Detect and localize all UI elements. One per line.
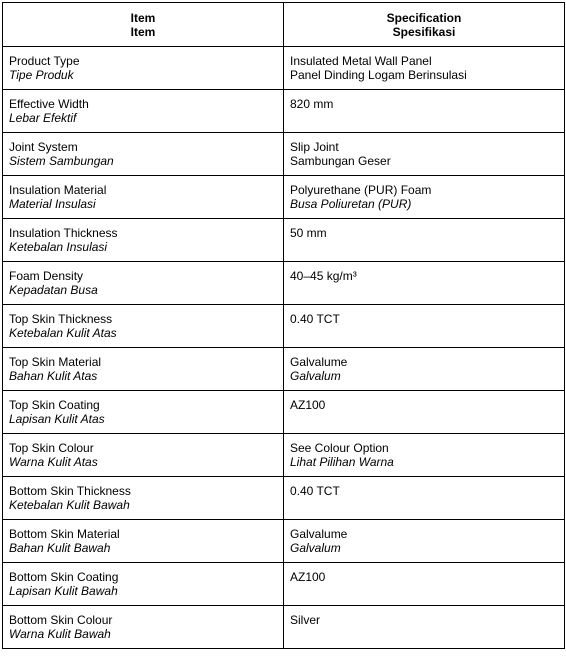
spec-value-en: Insulated Metal Wall Panel bbox=[290, 54, 432, 68]
spec-value-en: AZ100 bbox=[290, 570, 326, 584]
table-row bbox=[3, 606, 565, 649]
item-label-en: Bottom Skin Thickness bbox=[9, 484, 131, 498]
table-row bbox=[3, 305, 565, 348]
table-row bbox=[3, 176, 565, 219]
item-cell bbox=[3, 262, 284, 305]
table-header-row bbox=[3, 3, 565, 47]
item-label-en: Foam Density bbox=[9, 269, 84, 283]
spec-value-en: 50 mm bbox=[290, 226, 327, 240]
item-label-id: Kepadatan Busa bbox=[9, 283, 98, 297]
item-label-id: Lebar Efektif bbox=[9, 111, 77, 125]
table-row bbox=[3, 219, 565, 262]
item-label-id: Lapisan Kulit Bawah bbox=[9, 584, 118, 598]
spec-cell bbox=[284, 47, 565, 90]
item-label-id: Bahan Kulit Atas bbox=[9, 369, 98, 383]
item-cell bbox=[3, 47, 284, 90]
spec-value-en: Polyurethane (PUR) Foam bbox=[290, 183, 432, 197]
spec-cell bbox=[284, 563, 565, 606]
item-label-en: Effective Width bbox=[9, 97, 89, 111]
item-label-id: Ketebalan Kulit Atas bbox=[9, 326, 117, 340]
item-cell bbox=[3, 391, 284, 434]
spec-cell bbox=[284, 520, 565, 563]
spec-value-id: Galvalum bbox=[290, 541, 341, 555]
item-cell bbox=[3, 520, 284, 563]
table-row bbox=[3, 348, 565, 391]
spec-cell bbox=[284, 90, 565, 133]
item-label-id: Ketebalan Insulasi bbox=[9, 240, 108, 254]
header-item bbox=[3, 3, 284, 47]
item-label-en: Joint System bbox=[9, 140, 78, 154]
spec-value-en: 0.40 TCT bbox=[290, 312, 340, 326]
spec-cell bbox=[284, 305, 565, 348]
spec-value-en: AZ100 bbox=[290, 398, 326, 412]
spec-value-en: Silver bbox=[290, 613, 321, 627]
item-cell bbox=[3, 348, 284, 391]
spec-cell bbox=[284, 348, 565, 391]
table-row bbox=[3, 563, 565, 606]
spec-cell bbox=[284, 176, 565, 219]
specification-table bbox=[2, 2, 565, 649]
item-label-en: Bottom Skin Material bbox=[9, 527, 120, 541]
item-label-id: Lapisan Kulit Atas bbox=[9, 412, 105, 426]
spec-value-id: Lihat Pilihan Warna bbox=[290, 455, 394, 469]
item-label-en: Bottom Skin Colour bbox=[9, 613, 113, 627]
spec-value-id: Sambungan Geser bbox=[290, 154, 391, 168]
item-label-id: Ketebalan Kulit Bawah bbox=[9, 498, 130, 512]
spec-value-en: See Colour Option bbox=[290, 441, 389, 455]
item-label-id: Tipe Produk bbox=[9, 68, 74, 82]
header-spec-id: Spesifikasi bbox=[392, 25, 456, 39]
header-item-id: Item bbox=[130, 25, 156, 39]
spec-cell bbox=[284, 219, 565, 262]
spec-value-id: Panel Dinding Logam Berinsulasi bbox=[290, 68, 467, 82]
header-item-en: Item bbox=[130, 11, 156, 25]
item-label-en: Insulation Material bbox=[9, 183, 107, 197]
table-row bbox=[3, 434, 565, 477]
spec-value-en: Galvalume bbox=[290, 527, 348, 541]
spec-value-en: 820 mm bbox=[290, 97, 334, 111]
item-cell bbox=[3, 606, 284, 649]
item-label-id: Warna Kulit Atas bbox=[9, 455, 98, 469]
table-row bbox=[3, 90, 565, 133]
item-cell bbox=[3, 563, 284, 606]
spec-cell bbox=[284, 262, 565, 305]
item-label-id: Warna Kulit Bawah bbox=[9, 627, 111, 641]
item-label-en: Top Skin Material bbox=[9, 355, 102, 369]
table-row bbox=[3, 133, 565, 176]
spec-value-en: Slip Joint bbox=[290, 140, 339, 154]
item-label-id: Sistem Sambungan bbox=[9, 154, 114, 168]
spec-value-id: Busa Poliuretan (PUR) bbox=[290, 197, 412, 211]
item-label-en: Top Skin Thickness bbox=[9, 312, 113, 326]
spec-value-en: 0.40 TCT bbox=[290, 484, 340, 498]
spec-value-id: Galvalum bbox=[290, 369, 341, 383]
item-label-en: Top Skin Colour bbox=[9, 441, 94, 455]
spec-cell bbox=[284, 434, 565, 477]
item-cell bbox=[3, 133, 284, 176]
spec-cell bbox=[284, 391, 565, 434]
spec-cell bbox=[284, 133, 565, 176]
spec-value-en: Galvalume bbox=[290, 355, 348, 369]
item-cell bbox=[3, 219, 284, 262]
table-row bbox=[3, 262, 565, 305]
table-row bbox=[3, 391, 565, 434]
header-spec-en: Specification bbox=[386, 11, 462, 25]
table-row bbox=[3, 47, 565, 90]
item-cell bbox=[3, 305, 284, 348]
table-row bbox=[3, 520, 565, 563]
header-specification bbox=[284, 3, 565, 47]
spec-value-en: 40–45 kg/m³ bbox=[290, 269, 357, 283]
spec-cell bbox=[284, 606, 565, 649]
item-label-id: Bahan Kulit Bawah bbox=[9, 541, 111, 555]
item-cell bbox=[3, 477, 284, 520]
item-label-en: Insulation Thickness bbox=[9, 226, 118, 240]
table-row bbox=[3, 477, 565, 520]
item-cell bbox=[3, 176, 284, 219]
item-label-en: Product Type bbox=[9, 54, 80, 68]
item-label-en: Bottom Skin Coating bbox=[9, 570, 119, 584]
item-cell bbox=[3, 90, 284, 133]
item-cell bbox=[3, 434, 284, 477]
item-label-id: Material Insulasi bbox=[9, 197, 96, 211]
spec-cell bbox=[284, 477, 565, 520]
item-label-en: Top Skin Coating bbox=[9, 398, 100, 412]
